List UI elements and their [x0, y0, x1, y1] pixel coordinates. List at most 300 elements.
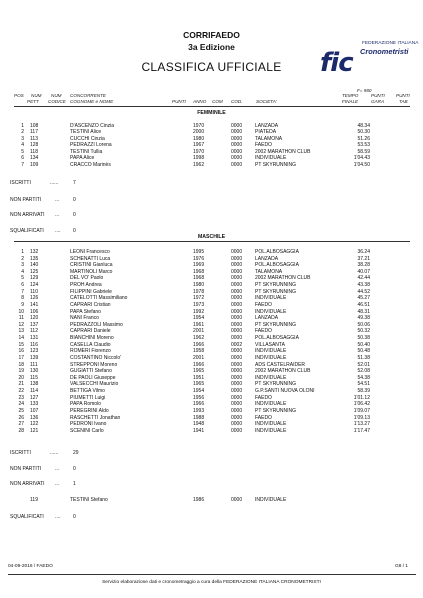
club-cell: POL.ALBOSAGGIA — [255, 249, 299, 255]
table-row — [0, 136, 423, 142]
table-row — [0, 129, 423, 135]
fem-squalificati-dots: .... — [55, 228, 61, 234]
bib-cell: 108 — [30, 123, 39, 129]
year-cell: 1962 — [193, 161, 205, 168]
table-row — [0, 335, 423, 341]
time-cell: 46.51 — [357, 301, 370, 308]
position-cell: 19 — [18, 368, 24, 375]
bib-cell: 113 — [30, 135, 38, 142]
code-cell: 0000 — [231, 249, 243, 255]
event-title: CORRIFAEDO — [183, 30, 240, 40]
table-row — [0, 428, 423, 434]
year-cell: 2000 — [193, 129, 205, 136]
table-row — [0, 162, 423, 168]
club-cell: PT SKYRUNNING — [255, 407, 297, 414]
code-cell: 0000 — [231, 148, 243, 155]
bib-cell: 136 — [30, 414, 39, 421]
bib-cell: 126 — [30, 295, 39, 302]
table-row — [0, 322, 423, 328]
table-row — [0, 302, 423, 308]
distance-label: F= 980 — [357, 88, 372, 93]
year-cell: 1992 — [193, 308, 205, 315]
section-title-femminile: FEMMINILE — [197, 110, 226, 116]
club-cell: INDIVIDUALE — [255, 155, 287, 162]
col-pett: PETT — [27, 99, 39, 104]
code-cell: 0002 — [231, 341, 243, 348]
year-cell: 1954 — [193, 315, 205, 322]
athlete-name-cell: RASCHETTI Jonathan — [70, 414, 121, 421]
club-cell: TALAMONA — [255, 268, 283, 275]
mas-iscritti-label: ISCRITTI — [10, 450, 31, 456]
athlete-name-cell: PROH Andrea — [70, 282, 102, 289]
non-arrivato-name: TESTINI Stefano — [70, 497, 108, 503]
time-cell: 1'17.47 — [353, 427, 370, 434]
time-cell: 50.06 — [357, 321, 370, 328]
bib-cell: 127 — [30, 394, 39, 401]
table-row — [0, 315, 423, 321]
mas-squalificati-value: 0 — [73, 514, 76, 520]
club-cell: LANZADA — [255, 315, 279, 322]
code-cell: 0000 — [231, 295, 243, 302]
position-cell: 2 — [21, 129, 24, 136]
col-concorrente: CONCORRENTE — [70, 93, 106, 98]
year-cell: 1954 — [193, 388, 205, 395]
col-societa: SOCIETA' — [256, 99, 277, 104]
table-row — [0, 289, 423, 295]
position-cell: 5 — [21, 275, 24, 282]
fem-non-arrivati-dots: ... — [55, 212, 60, 218]
club-cell: FAEDO — [255, 142, 272, 149]
footer-page: G8 / 1 — [395, 564, 409, 569]
table-row — [0, 415, 423, 421]
bib-cell: 132 — [30, 249, 39, 255]
col-anno: ANNO — [193, 99, 207, 104]
table-row — [0, 342, 423, 348]
fem-squalificati-label: SQUALIFICATI — [10, 228, 44, 234]
position-cell: 5 — [21, 148, 24, 155]
footer-date-place: 04-09-2016 / FAEDO — [8, 564, 53, 569]
position-cell: 24 — [18, 401, 24, 408]
athlete-name-cell: BETTIGA Vilmo — [70, 388, 105, 395]
athlete-name-cell: PAPA Stefano — [70, 308, 101, 315]
col-cod: COD. — [231, 99, 243, 104]
time-cell: 58.59 — [357, 148, 370, 155]
position-cell: 14 — [18, 335, 24, 342]
fem-iscritti-value: 7 — [73, 180, 76, 186]
year-cell: 1968 — [193, 275, 205, 282]
time-cell: 1'01.12 — [353, 394, 370, 401]
fem-non-arrivati-label: NON ARRIVATI — [10, 212, 45, 218]
club-cell: INDIVIDUALE — [255, 401, 287, 408]
fem-non-arrivati-value: 0 — [73, 212, 76, 218]
year-cell: 2001 — [193, 354, 205, 361]
table-row — [0, 282, 423, 288]
year-cell: 1966 — [193, 341, 205, 348]
table-row — [0, 262, 423, 268]
code-cell: 0000 — [231, 255, 243, 262]
mas-squalificati-dots: .... — [55, 514, 61, 520]
bib-cell: 135 — [30, 255, 39, 262]
col-tempo: TEMPO — [342, 93, 359, 98]
code-cell: 0000 — [231, 361, 243, 368]
fem-iscritti-dots: ...... — [50, 180, 59, 186]
code-cell: 0000 — [231, 388, 243, 395]
bib-cell: 134 — [30, 155, 39, 162]
athlete-name-cell: MARTINOLI Marco — [70, 268, 113, 275]
athlete-name-cell: PEDRAZZI Lorena — [70, 142, 112, 149]
athlete-name-cell: TESTINI Tullia — [70, 148, 103, 155]
position-cell: 17 — [18, 354, 24, 361]
club-cell: INDIVIDUALE — [255, 354, 287, 361]
athlete-name-cell: GUGIATTI Stefano — [70, 368, 112, 375]
bib-cell: 109 — [30, 161, 39, 168]
non-arrivato-soc: INDIVIDUALE — [255, 497, 287, 503]
bib-cell: 124 — [30, 282, 39, 289]
bib-cell: 106 — [30, 308, 39, 315]
non-arrivato-pett: 119 — [30, 497, 38, 503]
bib-cell: 118 — [30, 148, 38, 155]
code-cell: 0000 — [231, 161, 243, 168]
position-cell: 7 — [21, 161, 24, 168]
mas-non-arrivati-value: 1 — [73, 481, 76, 487]
bib-cell: 112 — [30, 328, 38, 335]
footer-divider — [8, 574, 416, 575]
position-cell: 26 — [18, 414, 24, 421]
time-cell: 50.30 — [357, 129, 370, 136]
bib-cell: 122 — [30, 421, 39, 428]
position-cell: 10 — [18, 308, 24, 315]
mas-non-partiti-value: 0 — [73, 466, 76, 472]
year-cell: 1956 — [193, 394, 205, 401]
table-row — [0, 275, 423, 281]
fem-non-partiti-label: NON PARTITI — [10, 197, 42, 203]
club-cell: PT SKYRUNNING — [255, 288, 297, 295]
club-cell: PIATEDA — [255, 129, 277, 136]
table-row — [0, 149, 423, 155]
time-cell: 1'06.42 — [353, 401, 370, 408]
year-cell: 2001 — [193, 328, 205, 335]
code-cell: 0000 — [231, 262, 243, 269]
club-cell: INDIVIDUALE — [255, 295, 287, 302]
time-cell: 50.32 — [357, 328, 370, 335]
bib-cell: 110 — [30, 288, 38, 295]
mas-non-partiti-label: NON PARTITI — [10, 466, 42, 472]
time-cell: 51.38 — [357, 354, 370, 361]
code-cell: 0000 — [231, 368, 243, 375]
year-cell: 1993 — [193, 407, 205, 414]
time-cell: 54.51 — [357, 381, 370, 388]
time-cell: 50.38 — [357, 335, 370, 342]
table-row — [0, 381, 423, 387]
position-cell: 15 — [18, 341, 24, 348]
time-cell: 49.38 — [357, 315, 370, 322]
code-cell: 0000 — [231, 282, 243, 289]
code-cell: 0000 — [231, 155, 243, 162]
fem-squalificati-value: 0 — [73, 228, 76, 234]
year-cell: 1978 — [193, 288, 205, 295]
code-cell: 0000 — [231, 348, 243, 355]
col-punti: PUNTI — [172, 99, 186, 104]
year-cell: 1969 — [193, 262, 205, 269]
club-cell: 2002 MARATHON CLUB — [255, 275, 311, 282]
athlete-name-cell: CATELOTTI Massimiliano — [70, 295, 128, 302]
time-cell: 52.08 — [357, 368, 370, 375]
athlete-name-cell: DEL VO' Paolo — [70, 275, 104, 282]
time-cell: 58.39 — [357, 388, 370, 395]
table-row — [0, 355, 423, 361]
time-cell: 37.21 — [357, 255, 370, 262]
bib-cell: 121 — [30, 427, 39, 434]
col-num2: NUM — [51, 93, 62, 98]
table-row — [0, 295, 423, 301]
year-cell: 1962 — [193, 335, 205, 342]
footer-credit: Servizio elaborazione dati e cronometraggio a cura della FEDERAZIONE ITALIANA CRONOMETRISTI — [102, 580, 321, 585]
time-cell: 42.44 — [357, 275, 370, 282]
bib-cell: 125 — [30, 268, 39, 275]
col-punti-tab-1: PUNTI — [396, 93, 410, 98]
bib-cell: 117 — [30, 129, 38, 136]
time-cell: 48.31 — [357, 308, 370, 315]
time-cell: 1'09.13 — [353, 414, 370, 421]
time-cell: 36.24 — [357, 249, 370, 255]
athlete-name-cell: PAPA Alice — [70, 155, 95, 162]
code-cell: 0000 — [231, 335, 243, 342]
code-cell: 0000 — [231, 374, 243, 381]
position-cell: 1 — [21, 249, 24, 255]
bib-cell: 114 — [30, 388, 38, 395]
code-cell: 0000 — [231, 407, 243, 414]
code-cell: 0000 — [231, 427, 243, 434]
table-row — [0, 395, 423, 401]
athlete-name-cell: CAPRARI Cristian — [70, 301, 111, 308]
athlete-name-cell: LEONI Francesco — [70, 249, 110, 255]
time-cell: 53.53 — [357, 142, 370, 149]
fic-logo — [320, 38, 420, 78]
table-row — [0, 142, 423, 148]
col-punti-tab-2: TAB — [399, 99, 408, 104]
event-edition: 3a Edizione — [188, 42, 235, 52]
logo-mark: fic — [320, 48, 353, 78]
logo-federation-text: FEDERAZIONE ITALIANA — [362, 41, 419, 46]
mas-non-partiti-dots: ... — [55, 466, 60, 472]
code-cell: 0000 — [231, 288, 243, 295]
time-cell: 1'13.27 — [353, 421, 370, 428]
position-cell: 6 — [21, 155, 24, 162]
athlete-name-cell: PIUMETTI Luigi — [70, 394, 106, 401]
position-cell: 2 — [21, 255, 24, 262]
position-cell: 12 — [18, 321, 24, 328]
athlete-name-cell: DE PAOLI Giuseppe — [70, 374, 116, 381]
athlete-name-cell: CASELLA Claudio — [70, 341, 111, 348]
fem-non-partiti-value: 0 — [73, 197, 76, 203]
fem-non-partiti-dots: ... — [55, 197, 60, 203]
header-divider — [14, 106, 410, 107]
position-cell: 13 — [18, 328, 24, 335]
club-cell: PT SKYRUNNING — [255, 161, 297, 168]
position-cell: 3 — [21, 135, 24, 142]
time-cell: 48.34 — [357, 123, 370, 129]
code-cell: 0000 — [231, 414, 243, 421]
bib-cell: 139 — [30, 354, 39, 361]
club-cell: 2002 MARATHON CLUB — [255, 148, 311, 155]
table-row — [0, 123, 423, 129]
year-cell: 1965 — [193, 381, 205, 388]
athlete-name-cell: VALSECCHI Maurizio — [70, 381, 119, 388]
table-row — [0, 421, 423, 427]
mas-non-arrivati-dots: ... — [55, 481, 60, 487]
club-cell: POL.ALBOSAGGIA — [255, 262, 299, 269]
club-cell: FAEDO — [255, 394, 272, 401]
fem-iscritti-label: ISCRITTI — [10, 180, 31, 186]
year-cell: 1958 — [193, 348, 205, 355]
bib-cell: 140 — [30, 262, 39, 269]
year-cell: 1995 — [193, 249, 205, 255]
athlete-name-cell: COSTANTINO Niccolo' — [70, 354, 122, 361]
club-cell: FAEDO — [255, 414, 272, 421]
athlete-name-cell: NANI Franco — [70, 315, 99, 322]
year-cell: 1965 — [193, 368, 205, 375]
club-cell: INDIVIDUALE — [255, 421, 287, 428]
athlete-name-cell: SCHENATTI Luca — [70, 255, 111, 262]
athlete-name-cell: CRACCO Marinès — [70, 161, 111, 168]
year-cell: 1980 — [193, 282, 205, 289]
position-cell: 28 — [18, 427, 24, 434]
year-cell: 1998 — [193, 155, 205, 162]
code-cell: 0000 — [231, 315, 243, 322]
club-cell: PT SKYRUNNING — [255, 321, 297, 328]
club-cell: FAEDO — [255, 301, 272, 308]
mas-non-arrivati-label: NON ARRIVATI — [10, 481, 45, 487]
logo-cronometristi-text: Cronometristi — [360, 47, 409, 56]
club-cell: ADS CASTELRAIDER — [255, 361, 306, 368]
position-cell: 20 — [18, 374, 24, 381]
bib-cell: 123 — [30, 348, 39, 355]
code-cell: 0000 — [231, 142, 243, 149]
mas-iscritti-dots: ...... — [50, 450, 59, 456]
table-row — [0, 249, 423, 255]
non-arrivato-anno: 1986 — [193, 497, 205, 503]
position-cell: 8 — [21, 295, 24, 302]
maschile-divider — [14, 241, 410, 242]
col-num: NUM — [31, 93, 42, 98]
position-cell: 23 — [18, 394, 24, 401]
club-cell: VILLASANTA — [255, 341, 285, 348]
col-punti-gara-1: PUNTI — [371, 93, 385, 98]
year-cell: 1976 — [193, 255, 205, 262]
club-cell: G.P.SANTI NUOVA OLONI — [255, 388, 315, 395]
athlete-name-cell: CAPRARI Daniele — [70, 328, 111, 335]
position-cell: 6 — [21, 282, 24, 289]
code-cell: 0000 — [231, 301, 243, 308]
time-cell: 54.38 — [357, 374, 370, 381]
position-cell: 4 — [21, 142, 24, 149]
bib-cell: 130 — [30, 368, 39, 375]
col-punti-gara-2: GARA — [371, 99, 385, 104]
position-cell: 4 — [21, 268, 24, 275]
club-cell: PT SKYRUNNING — [255, 381, 297, 388]
col-com: COM — [212, 99, 223, 104]
year-cell: 1970 — [193, 123, 205, 129]
year-cell: 1961 — [193, 321, 205, 328]
code-cell: 0000 — [231, 129, 243, 136]
athlete-name-cell: CUCCHI Cinzia — [70, 135, 105, 142]
club-cell: TALAMONA — [255, 135, 283, 142]
time-cell: 1'09.07 — [353, 407, 370, 414]
time-cell: 45.27 — [357, 295, 370, 302]
bib-cell: 116 — [30, 341, 38, 348]
position-cell: 27 — [18, 421, 24, 428]
non-arrivato-row — [0, 497, 423, 503]
table-row — [0, 309, 423, 315]
position-cell: 9 — [21, 301, 24, 308]
code-cell: 0000 — [231, 401, 243, 408]
athlete-name-cell: PEDRAZZOLI Massimo — [70, 321, 123, 328]
bib-cell: 120 — [30, 315, 39, 322]
year-cell: 1988 — [193, 414, 205, 421]
athlete-name-cell: STREPPONI Moreno — [70, 361, 118, 368]
year-cell: 1970 — [193, 148, 205, 155]
club-cell: LANZADA — [255, 123, 279, 129]
col-pos: POS — [14, 93, 24, 98]
col-cognome-nome: COGNOME e NOME — [70, 99, 114, 104]
athlete-name-cell: PEDRONI Ivano — [70, 421, 107, 428]
table-row — [0, 155, 423, 161]
table-row — [0, 269, 423, 275]
section-title-maschile: MASCHILE — [197, 234, 226, 240]
code-cell: 0000 — [231, 308, 243, 315]
position-cell: 3 — [21, 262, 24, 269]
athlete-name-cell: PEREGRINI Aldo — [70, 407, 109, 414]
bib-cell: 131 — [30, 335, 39, 342]
position-cell: 11 — [18, 315, 24, 322]
time-cell: 1'04.43 — [353, 155, 370, 162]
table-row — [0, 368, 423, 374]
year-cell: 1980 — [193, 135, 205, 142]
position-cell: 7 — [21, 288, 24, 295]
athlete-name-cell: PAPA Romolo — [70, 401, 101, 408]
club-cell: 2002 MARATHON CLUB — [255, 368, 311, 375]
time-cell: 50.40 — [357, 341, 370, 348]
bib-cell: 129 — [30, 275, 39, 282]
position-cell: 18 — [18, 361, 24, 368]
bib-cell: 107 — [30, 407, 39, 414]
year-cell: 1973 — [193, 301, 205, 308]
club-cell: INDIVIDUALE — [255, 374, 287, 381]
table-row — [0, 256, 423, 262]
athlete-name-cell: TESTINI Alice — [70, 129, 102, 136]
bib-cell: 141 — [30, 301, 39, 308]
club-cell: POL.ALBOSAGGIA — [255, 335, 299, 342]
athlete-name-cell: D'ASCENZO Cinzia — [70, 123, 115, 129]
time-cell: 50.48 — [357, 348, 370, 355]
mas-iscritti-value: 29 — [73, 450, 79, 456]
code-cell: 0000 — [231, 123, 243, 129]
year-cell: 1941 — [193, 427, 205, 434]
bib-cell: 115 — [30, 374, 38, 381]
code-cell: 0000 — [231, 321, 243, 328]
code-cell: 0000 — [231, 268, 243, 275]
athlete-name-cell: SCENINI Carlo — [70, 427, 104, 434]
club-cell: INDIVIDUALE — [255, 427, 287, 434]
club-cell: PT SKYRUNNING — [255, 282, 297, 289]
club-cell: LANZADA — [255, 255, 279, 262]
table-row — [0, 408, 423, 414]
athlete-name-cell: ROMERI Fiorenzo — [70, 348, 111, 355]
non-arrivato-cod: 0000 — [231, 497, 243, 503]
bib-cell: 133 — [30, 401, 39, 408]
bib-cell: 111 — [30, 361, 38, 368]
year-cell: 1967 — [193, 142, 205, 149]
